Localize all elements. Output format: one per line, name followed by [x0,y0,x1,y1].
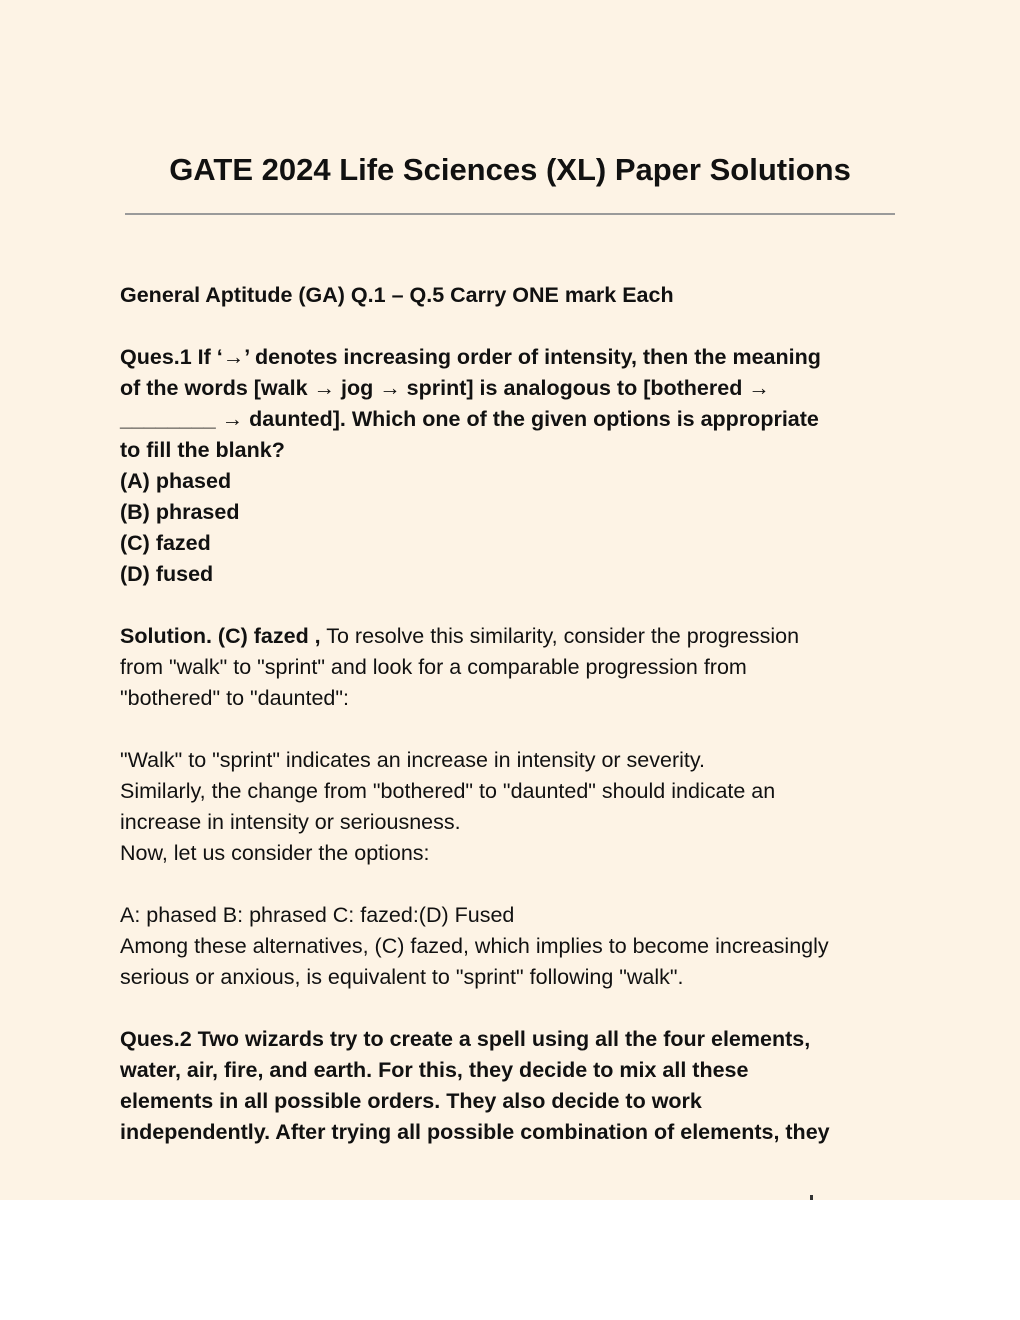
question-2 [120,1024,910,1148]
question-2-line: elements in all possible orders. They also decide to work [120,1089,702,1113]
question-1-line: ________ → daunted]. Which one of the given options is appropriate [120,407,819,431]
option-b: (B) phrased [120,500,240,524]
solution-line: serious or anxious, is equivalent to "sprint" following "walk". [120,965,684,989]
solution-line: "Walk" to "sprint" indicates an increase in intensity or severity. [120,748,705,772]
question-1-line: of the words [walk → jog → sprint] is analogous to [bothered → [120,376,770,400]
solution-line: Similarly, the change from "bothered" to "daunted" should indicate an [120,779,776,803]
question-2-line: Ques.2 Two wizards try to create a spell using all the four elements, [120,1027,811,1051]
solution-1 [120,621,910,993]
solution-line: A: phased B: phrased C: fazed:(D) Fused [120,903,515,927]
option-c: (C) fazed [120,531,211,555]
question-2-line: independently. After trying all possible combination of elements, they [120,1120,830,1144]
question-1 [120,342,910,590]
title-divider [125,213,895,215]
solution-line: from "walk" to "sprint" and look for a comparable progression from [120,655,747,679]
solution-line: Now, let us consider the options: [120,841,430,865]
question-2-line: water, air, fire, and earth. For this, they decide to mix all these [120,1058,749,1082]
solution-line: Among these alternatives, (C) fazed, which implies to become increasingly [120,934,829,958]
section-heading: General Aptitude (GA) Q.1 – Q.5 Carry ONE mark Each [120,283,674,307]
solution-line: "bothered" to "daunted": [120,686,349,710]
solution-line [120,621,910,652]
page-edge-mark [810,1195,813,1200]
solution-lead: Solution. (C) fazed , [120,624,321,648]
question-1-line: to fill the blank? [120,438,285,462]
page-title: GATE 2024 Life Sciences (XL) Paper Solutions [169,152,851,187]
option-a: (A) phased [120,469,232,493]
solution-text: To resolve this similarity, consider the progression [320,624,800,648]
option-d: (D) fused [120,562,214,586]
document-body [120,280,910,1148]
question-1-line: Ques.1 If ‘→’ denotes increasing order of intensity, then the meaning [120,345,821,369]
solution-line: increase in intensity or seriousness. [120,810,461,834]
